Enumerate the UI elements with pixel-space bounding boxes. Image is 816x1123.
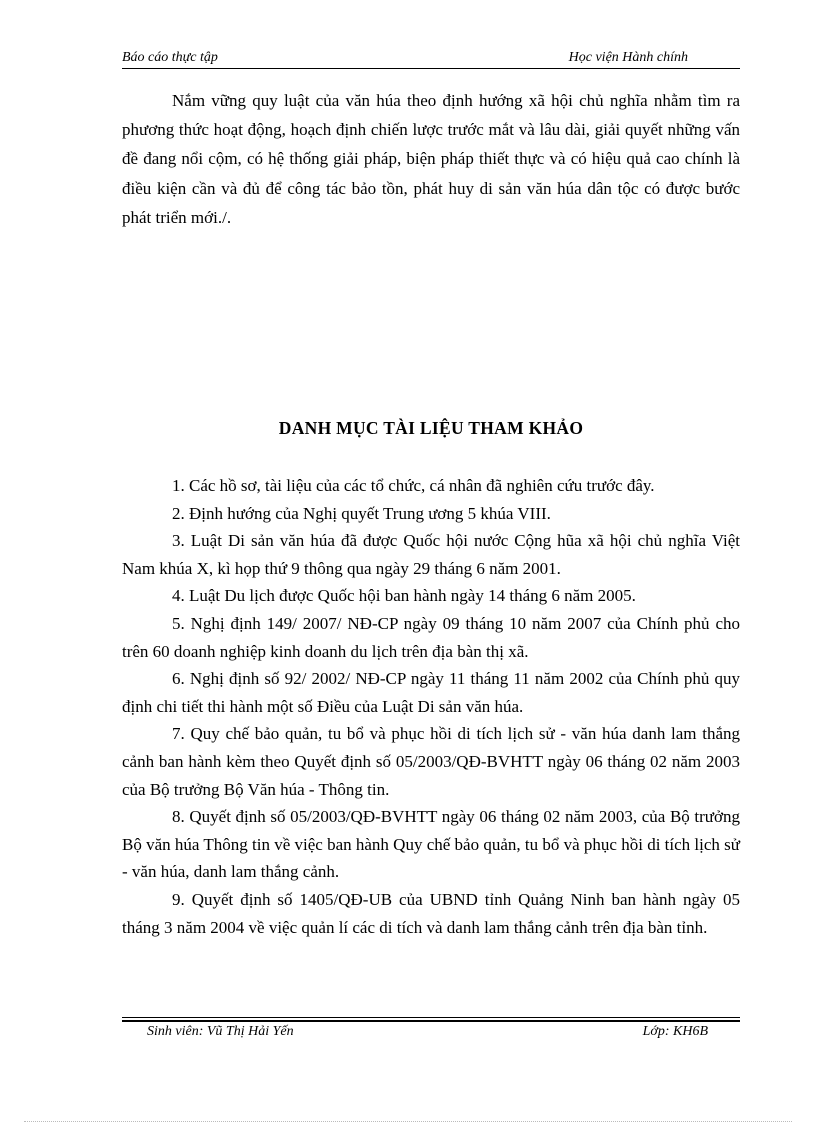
footer-student: Sinh viên: Vũ Thị Hải Yến — [147, 1024, 294, 1039]
body-section — [122, 86, 740, 232]
footer-rule-thin — [122, 1017, 740, 1018]
header-report-title: Báo cáo thực tập — [122, 50, 218, 65]
reference-item: 7. Quy chế bảo quản, tu bổ và phục hồi di tích lịch sử - văn húa danh lam thắng cảnh ban hành kèm theo Quyết định số 05/2003/QĐ-BVHTT ngày 06 tháng 02 năm 2003 của Bộ trưởng Bộ Văn húa - Thông tin. — [122, 724, 740, 799]
page-header — [122, 50, 740, 68]
page-bottom-divider — [24, 1121, 792, 1122]
reference-item: 6. Nghị định số 92/ 2002/ NĐ-CP ngày 11 tháng 11 năm 2002 của Chính phủ quy định chi tiết thi hành một số Điều của Luật Di sản văn húa. — [122, 669, 740, 716]
body-paragraph: Nắm vững quy luật của văn húa theo định hướng xã hội chủ nghĩa nhằm tìm ra phương thức hoạt động, hoạch định chiến lược trước mắt và lâu dài, giải quyết những vấn đề đang nổi cộm, có hệ thống giải pháp, biện pháp thiết thực và có hiệu quả cao chính là điều kiện cần và đủ để công tác bảo tồn, phát huy di sản văn húa dân tộc có được bước phát triển mới./. — [122, 91, 740, 227]
header-institution: Học viện Hành chính — [568, 50, 688, 65]
header-rule — [122, 68, 740, 69]
reference-item: 4. Luật Du lịch được Quốc hội ban hành ngày 14 tháng 6 năm 2005. — [172, 586, 636, 606]
reference-item: 5. Nghị định 149/ 2007/ NĐ-CP ngày 09 tháng 10 năm 2007 của Chính phủ cho trên 60 doanh nghiệp kinh doanh du lịch trên địa bàn thị xã. — [122, 613, 740, 661]
reference-item: 2. Định hướng của Nghị quyết Trung ương 5 khúa VIII. — [172, 503, 551, 523]
reference-item: 3. Luật Di sản văn húa đã được Quốc hội nước Cộng hũa xã hội chủ nghĩa Việt Nam khúa X, kì họp thứ 9 thông qua ngày 29 tháng 6 năm 2001. — [122, 531, 740, 578]
reference-item: 1. Các hồ sơ, tài liệu của các tổ chức, cá nhân đã nghiên cứu trước đây. — [172, 476, 655, 495]
references-title: DANH MỤC TÀI LIỆU THAM KHẢO — [278, 418, 584, 438]
footer-rule-thick — [122, 1020, 740, 1022]
reference-item: 9. Quyết định số 1405/QĐ-UB của UBND tỉnh Quảng Ninh ban hành ngày 05 tháng 3 năm 2004 về việc quản lí các di tích và danh lam thắng cảnh trên địa bàn tỉnh. — [122, 889, 740, 937]
footer-class: Lớp: KH6B — [642, 1024, 708, 1039]
references-list — [122, 472, 740, 941]
reference-item: 8. Quyết định số 05/2003/QĐ-BVHTT ngày 06 tháng 02 năm 2003, của Bộ trưởng Bộ văn húa Thông tin về việc ban hành Quy chế bảo quản, tu bổ và phục hồi di tích lịch sử - văn húa, danh lam thắng cảnh. — [122, 807, 740, 882]
